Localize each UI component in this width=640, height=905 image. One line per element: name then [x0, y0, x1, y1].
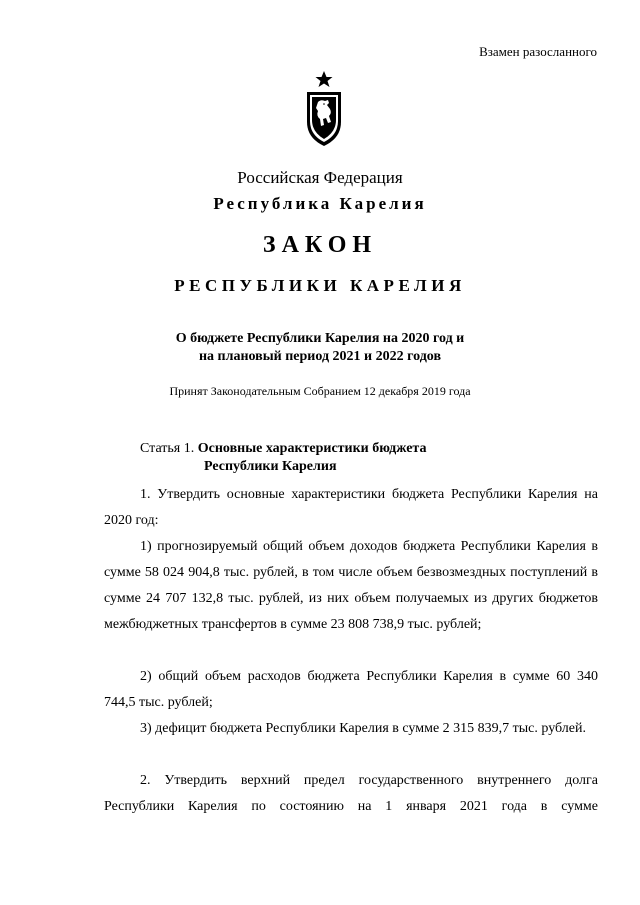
paragraph-1-3: 3) дефицит бюджета Республики Карелия в сумме 2 315 839,7 тыс. рублей.	[140, 721, 586, 736]
article-title-line-1: Основные характеристики бюджета	[197, 441, 427, 456]
law-subheading: РЕСПУБЛИКИ КАРЕЛИЯ	[174, 276, 466, 295]
paragraph-2: 2. Утвердить верхний предел государственного внутреннего долга Республики Карелия по состоянию на 1 января 2021 года в сумме	[104, 773, 598, 814]
law-heading: ЗАКОН	[262, 232, 378, 258]
adoption-note: Принят Законодательным Собранием 12 декабря 2019 года	[169, 384, 471, 398]
paragraph-1: 1. Утвердить основные характеристики бюджета Республики Карелия на 2020 год:	[104, 487, 598, 528]
paragraph-1-1: 1) прогнозируемый общий объем доходов бюджета Республики Карелия в сумме 58 024 904,8 тыс. рублей, в том числе объем безвозмездных поступлений в сумме 24 707 132,8 тыс. рублей, из них объем получаемых из других бюджетов межбюджетных трансфертов в сумме 23 808 738,9 тыс. рублей;	[104, 539, 598, 632]
karelia-coat-of-arms-icon	[301, 70, 347, 148]
law-subject	[0, 330, 640, 366]
country-name: Российская Федерация	[237, 168, 403, 187]
article-number: Статья 1.	[140, 441, 198, 456]
law-subject-line-2: на плановый период 2021 и 2022 годов	[198, 349, 442, 364]
law-subject-line-1: О бюджете Республики Карелия на 2020 год и	[175, 331, 465, 346]
paragraph-1-2: 2) общий объем расходов бюджета Республики Карелия в сумме 60 340 744,5 тыс. рублей;	[104, 669, 598, 710]
article-heading	[140, 440, 426, 476]
article-title-line-2: Республики Карелия	[204, 459, 337, 474]
republic-name: Республика Карелия	[213, 194, 427, 213]
replacement-note: Взамен разосланного	[479, 44, 597, 59]
